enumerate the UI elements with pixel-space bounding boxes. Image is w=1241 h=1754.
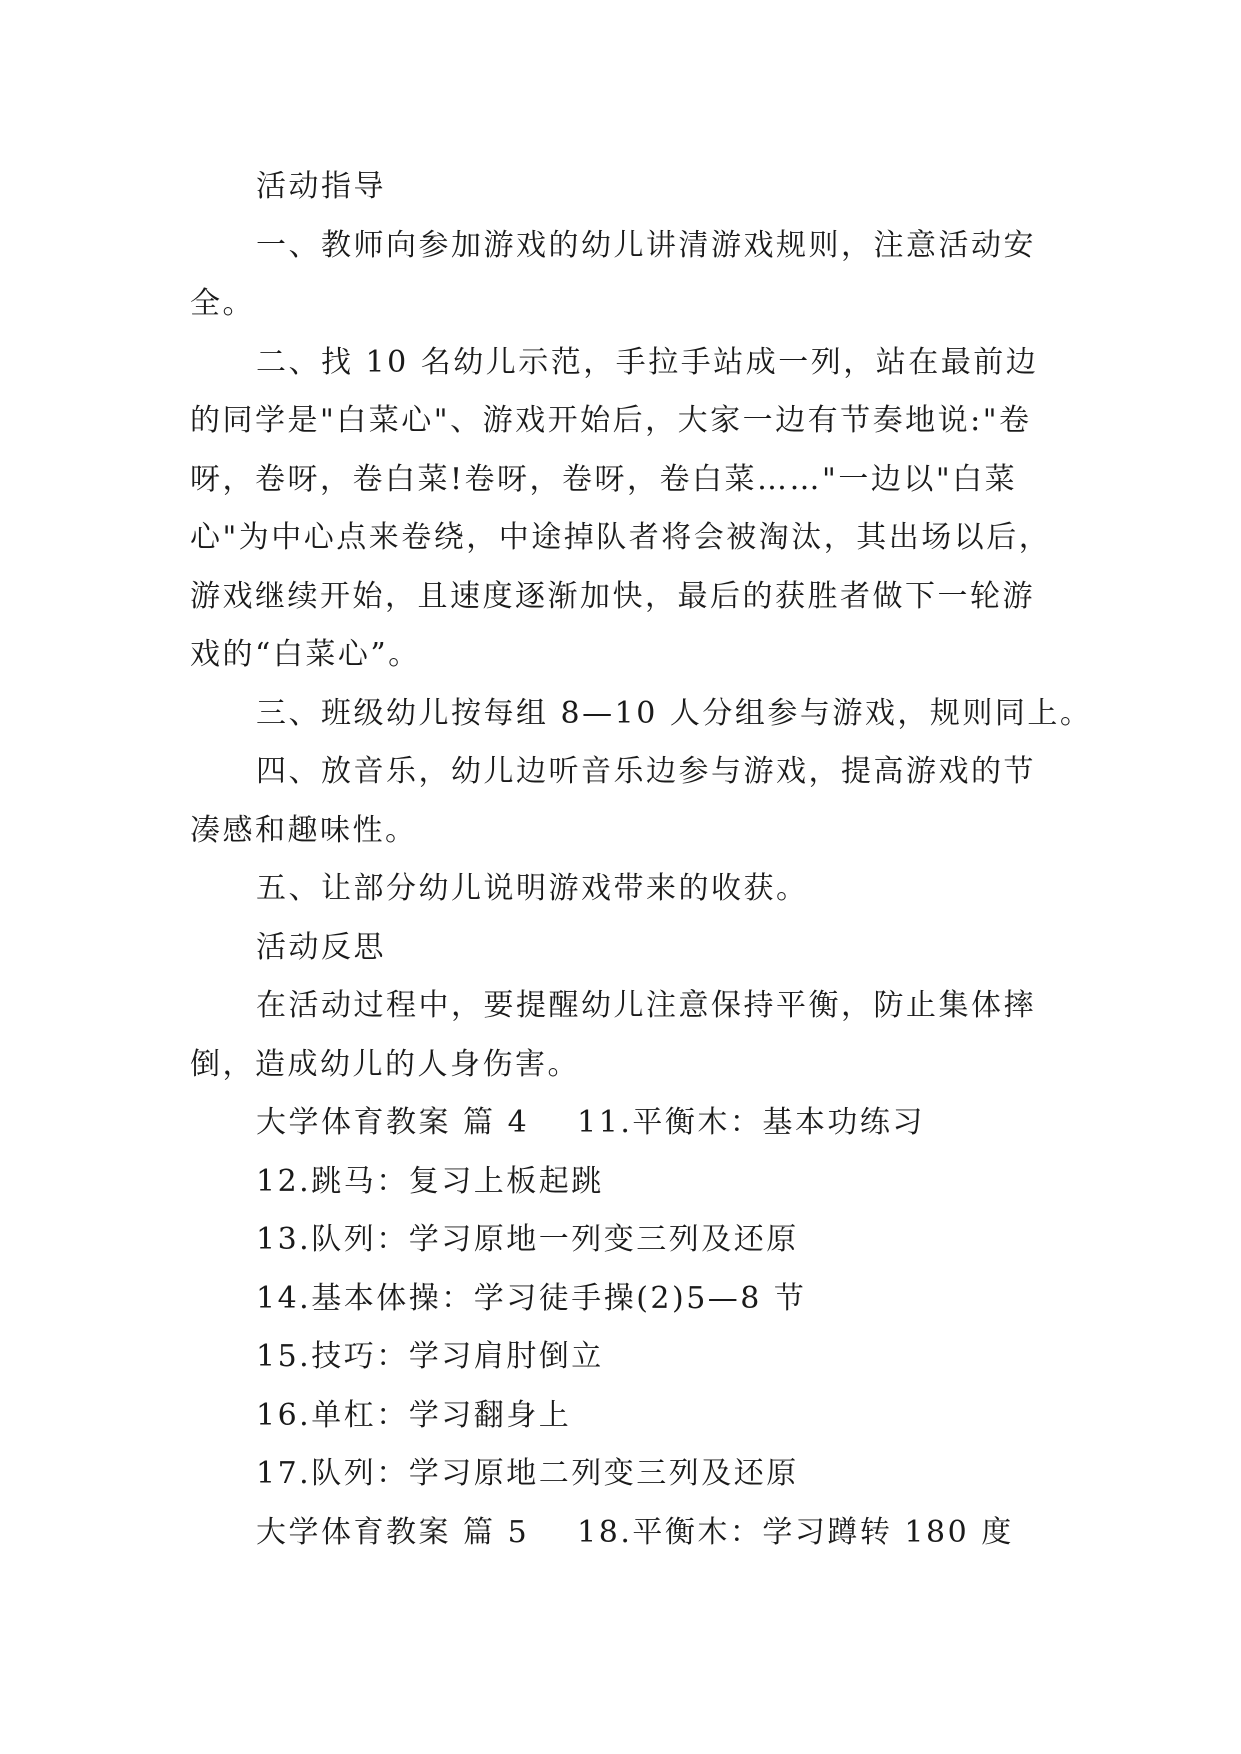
paragraph-line: 二、找 10 名幼儿示范，手拉手站成一列，站在最前边 — [256, 344, 1039, 380]
list-item: 18.平衡木：学习蹲转 180 度 — [577, 1514, 1014, 1550]
paragraph-line: 凑感和趣味性。 — [190, 812, 418, 848]
section-5-heading-line — [190, 1504, 1070, 1563]
section-4-heading-line — [190, 1094, 1070, 1153]
paragraph-line: 在活动过程中，要提醒幼儿注意保持平衡，防止集体摔 — [256, 988, 1036, 1023]
paragraph-line: 的同学是"白菜心"、游戏开始后，大家一边有节奏地说:"卷 — [190, 403, 1032, 438]
list-item: 12.跳马：复习上板起跳 — [256, 1163, 604, 1199]
list-item: 13.队列：学习原地一列变三列及还原 — [256, 1222, 799, 1257]
list-item: 16.单杠：学习翻身上 — [256, 1397, 572, 1433]
paragraph-line: 全。 — [190, 286, 255, 321]
document-body — [190, 158, 1093, 1562]
section-4-heading: 大学体育教案 篇 4 — [256, 1105, 530, 1140]
paragraph-line: 四、放音乐，幼儿边听音乐边参与游戏，提高游戏的节 — [256, 754, 1036, 789]
paragraph-line: 五、让部分幼儿说明游戏带来的收获。 — [256, 871, 809, 906]
paragraph-line: 三、班级幼儿按每组 8—10 人分组参与游戏，规则同上。 — [256, 695, 1093, 731]
heading-activity-reflection: 活动反思 — [256, 929, 386, 965]
list-item: 17.队列：学习原地二列变三列及还原 — [256, 1456, 799, 1491]
list-item: 11.平衡木：基本功练习 — [577, 1105, 925, 1140]
paragraph-line: 心"为中心点来卷绕，中途掉队者将会被淘汰，其出场以后， — [190, 520, 1052, 555]
paragraph-line: 游戏继续开始，且速度逐渐加快，最后的获胜者做下一轮游 — [190, 578, 1035, 614]
paragraph-line: 倒，造成幼儿的人身伤害。 — [190, 1046, 580, 1082]
paragraph-line: 一、教师向参加游戏的幼儿讲清游戏规则，注意活动安 — [256, 227, 1036, 263]
heading-activity-guidance: 活动指导 — [256, 169, 386, 204]
section-5-heading: 大学体育教案 篇 5 — [256, 1514, 530, 1550]
paragraph-line: 呀，卷呀，卷白菜!卷呀，卷呀，卷白菜……"一边以"白菜 — [190, 461, 1018, 497]
list-item: 14.基本体操：学习徒手操(2)5—8 节 — [256, 1280, 807, 1316]
list-item: 15.技巧：学习肩肘倒立 — [256, 1339, 604, 1374]
paragraph-line: 戏的“白菜心”。 — [190, 637, 421, 672]
